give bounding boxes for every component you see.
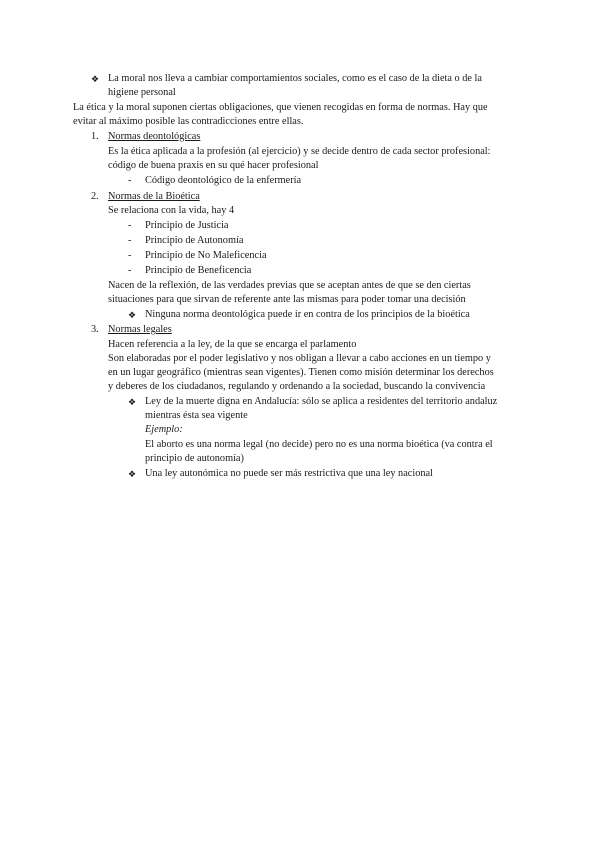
dash-bullet: - (128, 175, 132, 186)
list-item-continuation: mientras ésta sea vigente (145, 410, 248, 421)
section-heading: Normas legales (108, 324, 172, 335)
dash-bullet: - (128, 220, 132, 231)
list-item: Ninguna norma deontológica puede ir en contra de los principios de la bioética (145, 309, 470, 320)
paragraph-line: Se relaciona con la vida, hay 4 (108, 205, 235, 216)
dash-bullet: - (128, 265, 132, 276)
bullet-diamond-icon: ❖ (128, 398, 137, 408)
list-item: Ley de la muerte digna en Andalucía: sólo se aplica a residentes del territorio andaluz (145, 396, 498, 407)
list-number: 3. (91, 324, 99, 335)
list-item: Principio de Autonomía (145, 235, 244, 246)
paragraph-line: situaciones para que sirvan de referente ante las mismas para poder tomar una decisión (108, 294, 466, 305)
paragraph-line: código de buena praxis en su qué hacer profesional (108, 160, 319, 171)
list-number: 2. (91, 191, 99, 202)
example-line: principio de autonomía) (145, 453, 244, 464)
section-heading: Normas de la Bioética (108, 191, 200, 202)
list-number: 1. (91, 131, 99, 142)
paragraph-line: La moral nos lleva a cambiar comportamientos sociales, como es el caso de la dieta o de la (108, 73, 482, 84)
paragraph-line: Son elaboradas por el poder legislativo y nos obligan a llevar a cabo acciones en un tiempo y (108, 353, 491, 364)
dash-bullet: - (128, 235, 132, 246)
example-line: El aborto es una norma legal (no decide) pero no es una norma bioética (va contra el (145, 439, 493, 450)
paragraph-line: en un lugar geográfico (mientras sean vigentes). Tienen como misión determinar los derechos (108, 367, 494, 378)
list-item: Principio de Justicia (145, 220, 229, 231)
list-item: Principio de No Maleficencia (145, 250, 267, 261)
section-heading: Normas deontológicas (108, 131, 201, 142)
bullet-diamond-icon: ❖ (128, 470, 137, 480)
paragraph-line: Es la ética aplicada a la profesión (al ejercicio) y se decide dentro de cada sector profesional: (108, 146, 491, 157)
paragraph-line: y deberes de los ciudadanos, regulando y ordenando a la sociedad, buscando la convivencia (108, 381, 486, 392)
list-item: Una ley autonómica no puede ser más restrictiva que una ley nacional (145, 468, 433, 479)
bullet-diamond-icon: ❖ (128, 311, 137, 321)
paragraph-line: higiene personal (108, 87, 176, 98)
paragraph-line: Hacen referencia a la ley, de la que se encarga el parlamento (108, 339, 357, 350)
paragraph-line: La ética y la moral suponen ciertas obligaciones, que vienen recogidas en forma de normas. Hay que (73, 102, 488, 113)
paragraph-line: evitar al máximo posible las contradicciones entre ellas. (73, 116, 304, 127)
paragraph-line: Nacen de la reflexión, de las verdades previas que se aceptan antes de que se den ciertas (108, 280, 471, 291)
dash-bullet: - (128, 250, 132, 261)
example-label: Ejemplo: (145, 424, 183, 435)
list-item: Principio de Beneficencia (145, 265, 252, 276)
list-item: Código deontológico de la enfermería (145, 175, 302, 186)
bullet-diamond-icon: ❖ (91, 75, 100, 85)
